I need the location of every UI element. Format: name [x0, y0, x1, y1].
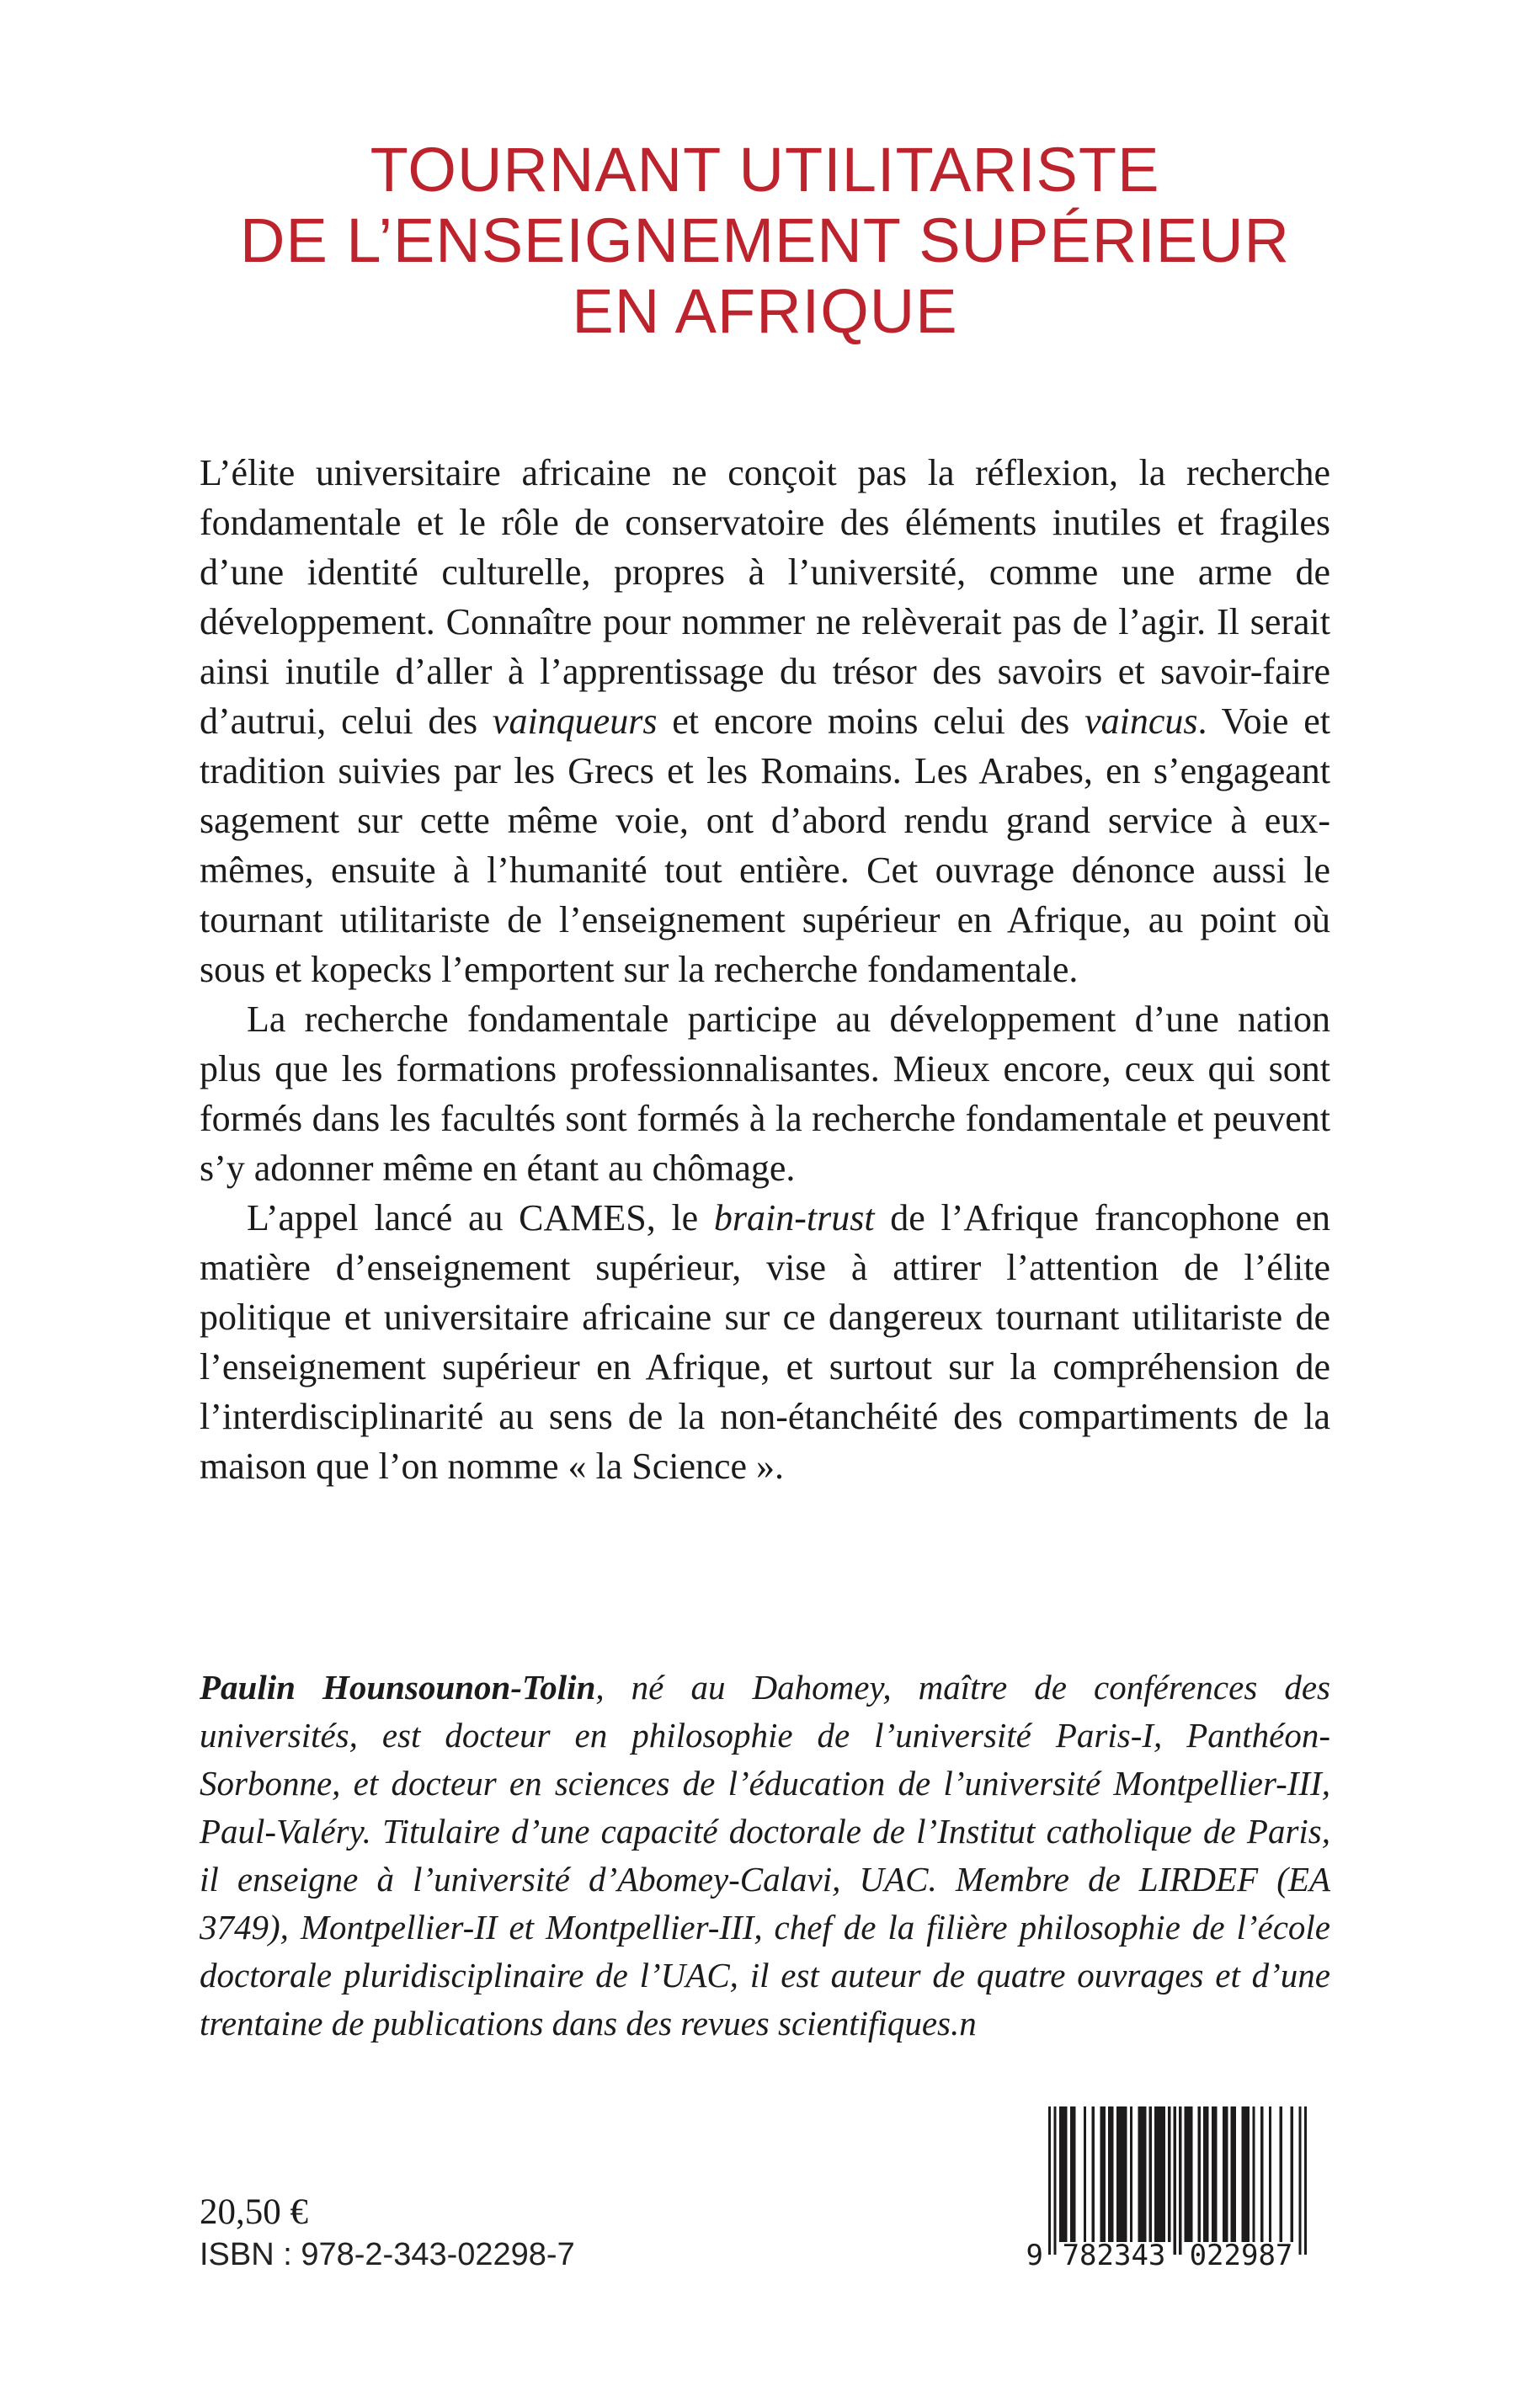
back-cover-summary [200, 448, 1330, 1491]
ean13-barcode [1026, 2106, 1307, 2275]
author-bio [200, 1664, 1330, 2048]
book-title [200, 135, 1330, 347]
summary-paragraph-3: L’appel lancé au CAMES, le brain-trust de l’Afrique francophone en matière d’enseignement supérieur, vise à attirer l’attention de l’élite politique et universitaire africaine sur ce dangereux tournant utilitariste de l’enseignement supérieur en Afrique, et surtout sur la compréhension de l’interdisciplinarité au sens de la non-étanchéité des compartiments de la maison que l’on nomme « la Science ». [200, 1197, 1330, 1487]
barcode-bars [1048, 2106, 1307, 2255]
barcode-digit-group-3: 022987 [1189, 2239, 1293, 2272]
book-title-line-3: EN AFRIQUE [572, 276, 958, 346]
book-title-line-1: TOURNANT UTILITARISTE [370, 135, 1160, 205]
barcode-digit-group-2: 782343 [1062, 2239, 1166, 2272]
author-bio-paragraph: Paulin Hounsounon-Tolin, né au Dahomey, maître de conférences des universités, est docteur en philosophie de l’université Paris-I, Panthéon-Sorbonne, et docteur en sciences de l’éducation de l’université Montpellier-III, Paul-Valéry. Titulaire d’une capacité doctorale de l’Institut catholique de Paris, il enseigne à l’université d’Abomey-Calavi, UAC. Membre de LIRDEF (EA 3749), Montpellier-II et Montpellier-III, chef de la filière philosophie de l’école doctorale pluridisciplinaire de l’UAC, il est auteur de quatre ouvrages et d’une trentaine de publications dans des revues scientifiques.n [200, 1668, 1330, 2042]
summary-paragraph-1: L’élite universitaire africaine ne conçoit pas la réflexion, la recherche fondamentale et le rôle de conservatoire des éléments inutiles et fragiles d’une identité culturelle, propres à l’université, comme une arme de développement. Connaître pour nommer ne relèverait pas de l’agir. Il serait ainsi inutile d’aller à l’apprentissage du trésor des savoirs et savoir-faire d’autrui, celui des vainqueurs et encore moins celui des vaincus. Voie et tradition suivies par les Grecs et les Romains. Les Arabes, en s’engageant sagement sur cette même voie, ont d’abord rendu grand service à eux-mêmes, ensuite à l’humanité tout entière. Cet ouvrage dénonce aussi le tournant utilitariste de l’enseignement supérieur en Afrique, au point où sous et kopecks l’emportent sur la recherche fondamentale. [200, 452, 1330, 990]
isbn-label: ISBN : 978-2-343-02298-7 [200, 2237, 575, 2272]
price-label: 20,50 € [200, 2192, 308, 2232]
barcode-digit-group-1: 9 [1026, 2239, 1043, 2272]
summary-paragraph-2: La recherche fondamentale participe au développement d’une nation plus que les formations professionnalisantes. Mieux encore, ceux qui sont formés dans les facultés sont formés à la recherche fondamentale et peuvent s’y adonner même en étant au chômage. [200, 999, 1330, 1189]
book-title-line-2: DE L’ENSEIGNEMENT SUPÉRIEUR [240, 205, 1290, 275]
